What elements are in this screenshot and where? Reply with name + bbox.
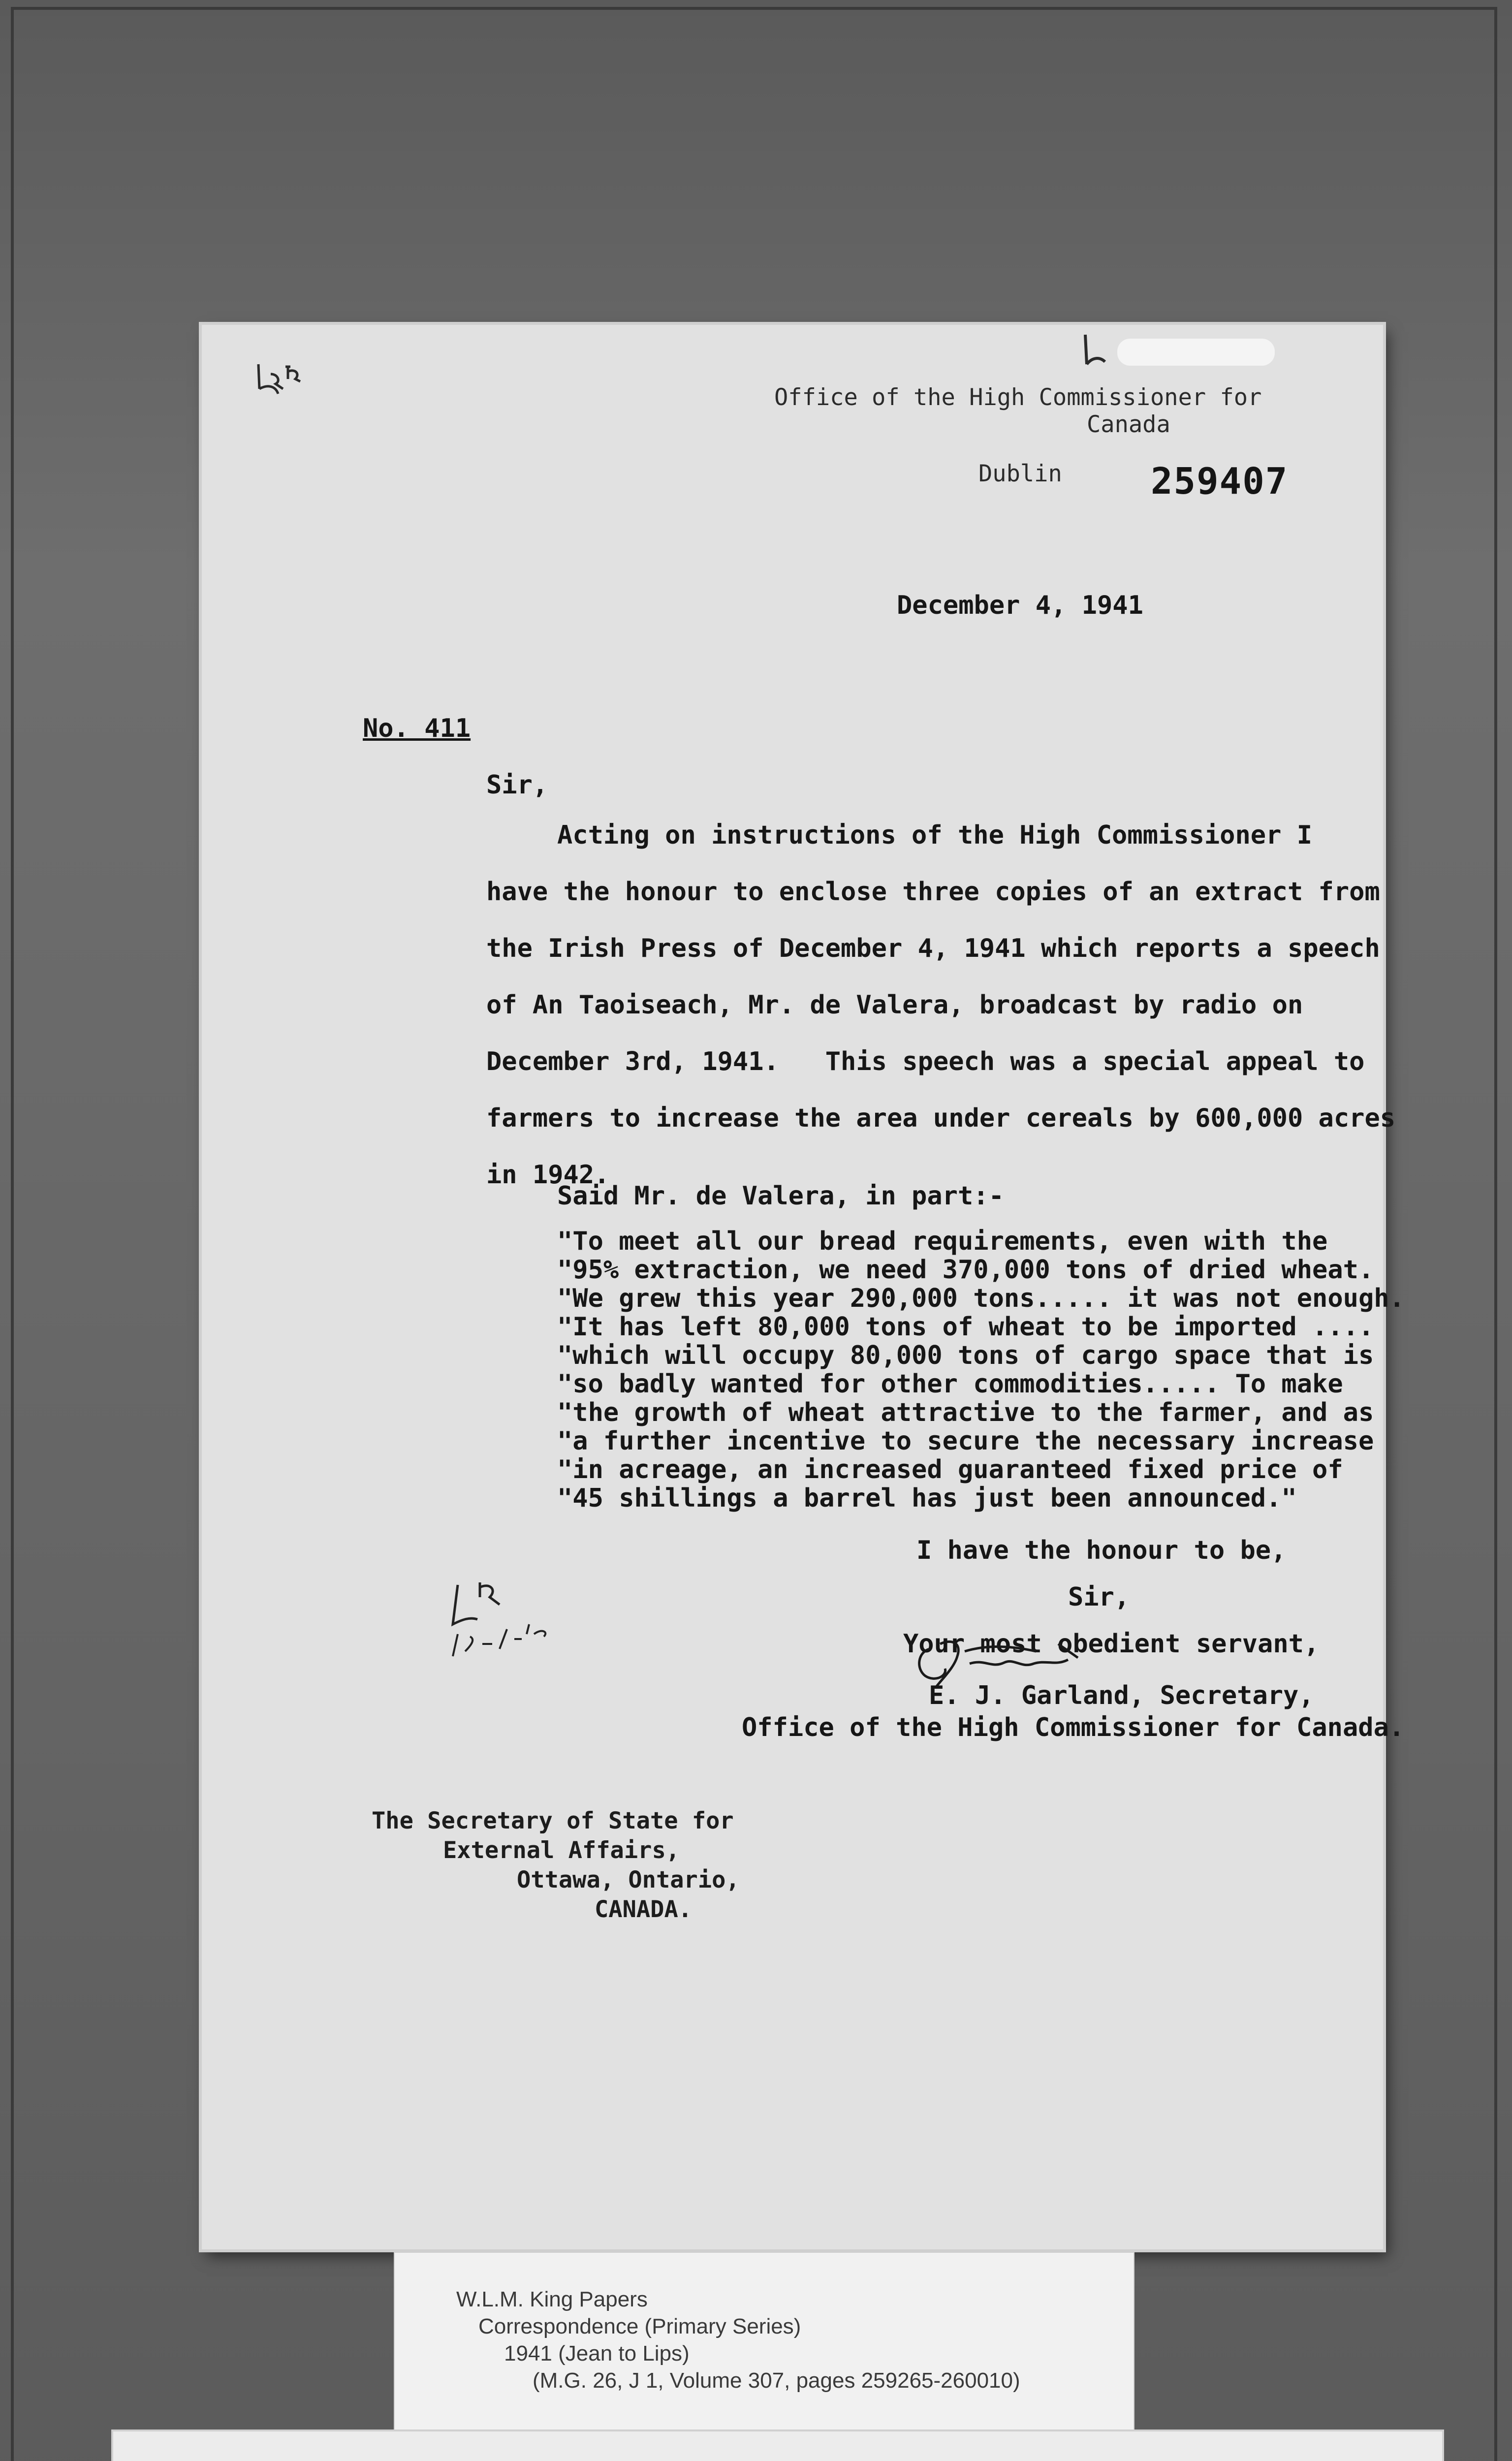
quote-line-9: "in acreage, an increased guaranteed fixed price of <box>557 1455 1343 1484</box>
letter-page <box>202 325 1405 2249</box>
paragraph-line-1: Acting on instructions of the High Commissioner I <box>557 820 1313 850</box>
closing-line-3: Your most obedient servant, <box>903 1629 1320 1659</box>
label-line-3: 1941 (Jean to Lips) <box>504 2341 690 2366</box>
reference-number: No. 411 <box>363 714 471 743</box>
label-line-1: W.L.M. King Papers <box>456 2287 648 2311</box>
letter-date: December 4, 1941 <box>897 591 1143 620</box>
paragraph-line-6: farmers to increase the area under cereals by 600,000 acres <box>486 1104 1396 1133</box>
recipient-line-4: CANADA. <box>595 1896 693 1923</box>
label-line-4: (M.G. 26, J 1, Volume 307, pages 259265-260010) <box>533 2368 1020 2393</box>
closing-line-1: I have the honour to be, <box>916 1536 1287 1565</box>
archive-label-card <box>394 2252 1134 2431</box>
office-line-2: Canada <box>1087 411 1170 438</box>
city-line: Dublin <box>978 460 1062 487</box>
recipient-line-2: External Affairs, <box>443 1837 680 1864</box>
paragraph-line-3: the Irish Press of December 4, 1941 which reports a speech <box>486 934 1380 963</box>
document-number: 259407 <box>1151 460 1289 503</box>
quote-line-2: "95% extraction, we need 370,000 tons of dried wheat. <box>557 1255 1374 1285</box>
office-line-1: Office of the High Commissioner for <box>774 384 1262 411</box>
quote-line-4: "It has left 80,000 tons of wheat to be imported .... <box>557 1312 1374 1342</box>
quote-line-7: "the growth of wheat attractive to the farmer, and as <box>557 1398 1374 1427</box>
quote-line-6: "so badly wanted for other commodities..... To make <box>557 1369 1343 1399</box>
closing-line-2: Sir, <box>1068 1582 1130 1612</box>
label-line-2: Correspondence (Primary Series) <box>478 2314 801 2338</box>
recipient-line-1: The Secretary of State for <box>372 1807 734 1834</box>
quote-line-5: "which will occupy 80,000 tons of cargo space that is <box>557 1341 1374 1370</box>
salutation: Sir, <box>486 770 548 800</box>
recipient-line-3: Ottawa, Ontario, <box>517 1866 740 1893</box>
quote-line-3: "We grew this year 290,000 tons..... it was not enough. <box>557 1284 1405 1313</box>
quote-intro: Said Mr. de Valera, in part:- <box>557 1181 1004 1211</box>
signatory-name: E. J. Garland, Secretary, <box>929 1681 1314 1710</box>
quote-line-10: "45 shillings a barrel has just been announced." <box>557 1483 1297 1513</box>
quote-line-8: "a further incentive to secure the necessary increase <box>557 1426 1374 1456</box>
quote-line-1: "To meet all our bread requirements, even with the <box>557 1227 1328 1256</box>
signatory-office: Office of the High Commissioner for Canada. <box>742 1713 1405 1742</box>
archives-banner <box>113 2431 1442 2461</box>
paragraph-line-7: in 1942. <box>486 1160 610 1190</box>
margin-initials-date <box>443 1570 571 1669</box>
paragraph-line-2: have the honour to enclose three copies of an extract from <box>486 877 1380 907</box>
paragraph-line-4: of An Taoiseach, Mr. de Valera, broadcast by radio on <box>486 990 1303 1020</box>
redaction-mark <box>1078 330 1285 374</box>
margin-note-top <box>249 359 317 418</box>
paragraph-line-5: December 3rd, 1941. This speech was a special appeal to <box>486 1047 1365 1076</box>
